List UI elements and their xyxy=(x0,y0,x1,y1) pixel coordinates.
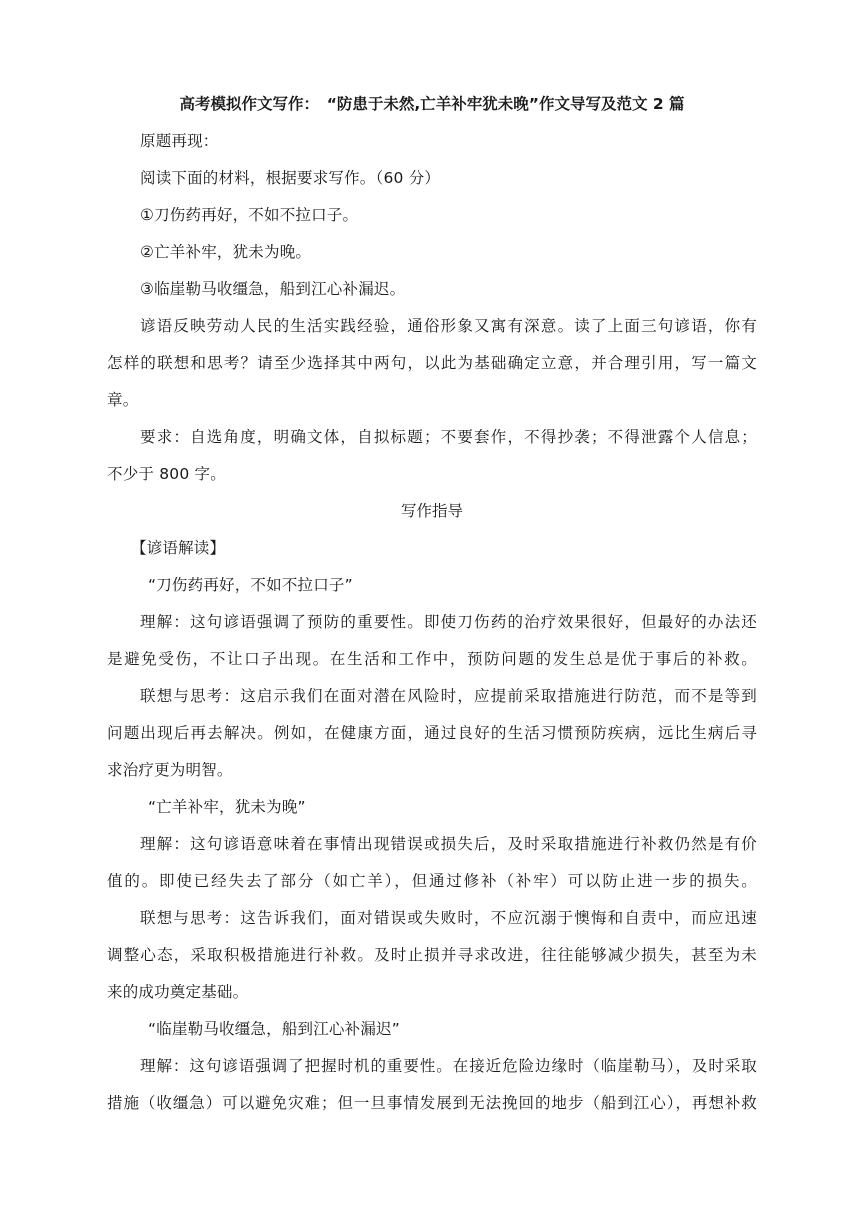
requirement-line: 不少于 800 字。 xyxy=(107,465,226,483)
understanding-line: 理解：这句谚语强调了预防的重要性。即使刀伤药的治疗效果很好，但最好的办法还 xyxy=(140,613,757,631)
proverb-item: ①刀伤药再好，不如不拉口子。 xyxy=(140,206,359,224)
material-line: 怎样的联想和思考？请至少选择其中两句，以此为基础确定立意，并合理引用，写一篇文 xyxy=(107,354,757,372)
guidance-heading: 写作指导 xyxy=(400,502,463,520)
proverb-item: ③临崖勒马收缰急，船到江心补漏迟。 xyxy=(140,280,406,298)
proverb-item: ②亡羊补牢，犹未为晚。 xyxy=(140,243,312,261)
understanding-line: 措施（收缰急）可以避免灾难；但一旦事情发展到无法挽回的地步（船到江心），再想补救 xyxy=(107,1094,757,1112)
proverb-quote: “刀伤药再好，不如不拉口子” xyxy=(148,576,353,594)
requirement-line: 要求：自选角度，明确文体，自拟标题；不要套作，不得抄袭；不得泄露个人信息； xyxy=(140,428,757,446)
reflection-line: 求治疗更为明智。 xyxy=(107,761,233,779)
reflection-line: 联想与思考：这告诉我们，面对错误或失败时，不应沉溺于懊悔和自责中，而应迅速 xyxy=(140,909,757,927)
proverb-quote: “临崖勒马收缰急，船到江心补漏迟” xyxy=(148,1020,400,1038)
reflection-line: 联想与思考：这启示我们在面对潜在风险时，应提前采取措施进行防范，而不是等到 xyxy=(140,687,757,705)
reflection-line: 来的成功奠定基础。 xyxy=(107,983,249,1001)
reflection-line: 问题出现后再去解决。例如，在健康方面，通过良好的生活习惯预防疾病，远比生病后寻 xyxy=(107,724,757,742)
understanding-line: 理解：这句谚语强调了把握时机的重要性。在接近危险边缘时（临崖勒马），及时采取 xyxy=(140,1057,757,1075)
understanding-line: 理解：这句谚语意味着在事情出现错误或损失后，及时采取措施进行补救仍然是有价 xyxy=(140,835,757,853)
proverb-quote: “亡羊补牢，犹未为晚” xyxy=(148,798,306,816)
understanding-line: 值的。即使已经失去了部分（如亡羊），但通过修补（补牢）可以防止进一步的损失。 xyxy=(107,872,757,890)
document-title: 高考模拟作文写作： “防患于未然,亡羊补牢犹未晚”作文导写及范文 2 篇 xyxy=(179,95,685,113)
material-line: 章。 xyxy=(107,391,139,409)
prompt-instruction: 阅读下面的材料，根据要求写作。（60 分） xyxy=(140,169,441,187)
reflection-line: 调整心态，采取积极措施进行补救。及时止损并寻求改进，往往能够减少损失，甚至为未 xyxy=(107,946,757,964)
understanding-line: 是避免受伤，不让口子出现。在生活和工作中，预防问题的发生总是优于事后的补救。 xyxy=(107,650,757,668)
section-label: 【谚语解读】 xyxy=(131,539,226,557)
material-line: 谚语反映劳动人民的生活实践经验，通俗形象又寓有深意。读了上面三句谚语，你有 xyxy=(140,317,757,335)
prompt-heading: 原题再现： xyxy=(140,132,219,150)
